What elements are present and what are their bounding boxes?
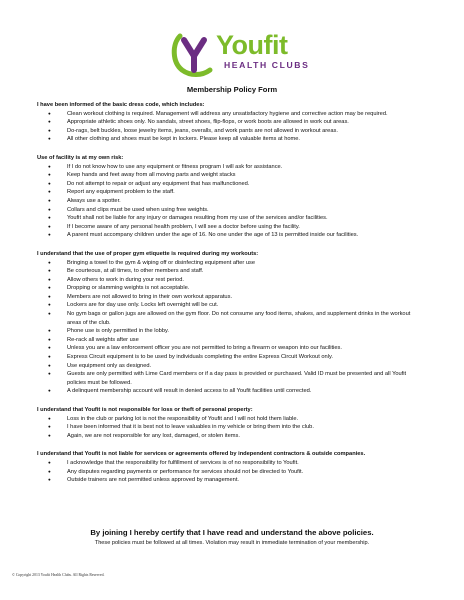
copyright-notice: © Copyright 2013 Youfit Health Clubs. All Rights Reserved. bbox=[12, 573, 105, 577]
policy-section bbox=[37, 101, 417, 144]
policy-item: ● A parent must accompany children under the age of 16. No one under the age of 13 is permitted inside our facilities. bbox=[37, 231, 417, 240]
policy-item: ● I acknowledge that the responsibility for fulfillment of services is of no responsibility to Youfit. bbox=[37, 459, 417, 468]
policy-list bbox=[37, 110, 417, 144]
policy-section bbox=[37, 250, 417, 396]
youfit-logo-mark-icon bbox=[170, 30, 218, 78]
policy-item: ● Collars and clips must be used when using free weights. bbox=[37, 206, 417, 215]
section-heading: I understand that Youfit is not responsible for loss or theft of personal property: bbox=[37, 407, 253, 413]
policy-item: ● Outside trainers are not permitted unless approved by management. bbox=[37, 476, 417, 485]
logo-wordmark: Youfit bbox=[216, 30, 288, 60]
policy-item: ● I have been informed that it is best not to leave valuables in my vehicle or bring them into the club. bbox=[37, 423, 417, 432]
section-heading: Use of facility is at my own risk: bbox=[37, 154, 124, 161]
policy-item: ● Youfit shall not be liable for any injury or damages resulting from my use of the services and/or facilities. bbox=[37, 214, 417, 223]
policy-item: ● Bringing a towel to the gym & wiping off or disinfecting equipment after use bbox=[37, 259, 417, 268]
policy-section bbox=[37, 406, 417, 440]
form-title: Membership Policy Form bbox=[186, 85, 278, 94]
section-heading: I have been informed of the basic dress code, which includes: bbox=[37, 102, 205, 108]
policy-section bbox=[37, 450, 417, 484]
policy-item: ● If I become aware of any personal health problem, I will see a doctor before using the facility. bbox=[37, 223, 417, 232]
certification-note: These policies must be followed at all times. Violation may result in immediate termination of your membership. bbox=[94, 540, 370, 546]
policy-section bbox=[37, 154, 417, 240]
policy-list bbox=[37, 259, 417, 397]
policy-item: ● Report any equipment problem to the staff. bbox=[37, 188, 417, 197]
policy-item: ● Do-rags, belt buckles, loose jewelry items, jeans, overalls, and work pants are not allowed in workout areas. bbox=[37, 127, 417, 136]
policy-item: ● No gym bags or gallon jugs are allowed on the gym floor. Do not consume any food items, shakes, and supplement drinks in the workout areas of the club. bbox=[37, 310, 417, 327]
policy-item: ● Allow others to work in during your rest period. bbox=[37, 276, 417, 285]
policy-item: ● Phone use is only permitted in the lobby. bbox=[37, 327, 417, 336]
policy-item: ● Be courteous, at all times, to other members and staff. bbox=[37, 267, 417, 276]
policy-item: ● Always use a spotter. bbox=[37, 197, 417, 206]
policy-item: ● If I do not know how to use any equipment or fitness program I will ask for assistance. bbox=[37, 163, 417, 172]
youfit-logo bbox=[170, 30, 310, 80]
policy-item: ● Loss in the club or parking lot is not the responsibility of Youfit and I will not hold them liable. bbox=[37, 415, 417, 424]
policy-item: ● Use equipment only as designed. bbox=[37, 362, 417, 371]
policy-list bbox=[37, 459, 417, 485]
policy-item: ● Unless you are a law enforcement officer you are not permitted to bring a firearm or weapon into our facilities. bbox=[37, 344, 417, 353]
certification-statement: By joining I hereby certify that I have read and understand the above policies. bbox=[90, 528, 374, 537]
logo-tagline: HEALTH CLUBS bbox=[224, 60, 310, 70]
policy-sections bbox=[37, 101, 417, 495]
section-heading: I understand that the use of proper gym etiquette is required during my workouts: bbox=[37, 250, 259, 257]
policy-item: ● Express Circuit equipment is to be used by individuals completing the entire Express Circuit Workout only. bbox=[37, 353, 417, 362]
policy-item: ● Lockers are for day use only. Locks left overnight will be cut. bbox=[37, 301, 417, 310]
policy-list bbox=[37, 163, 417, 240]
policy-item: ● Re-rack all weights after use bbox=[37, 336, 417, 345]
policy-item: ● Any disputes regarding payments or performance for services should not be directed to Youfit. bbox=[37, 468, 417, 477]
policy-item: ● Appropriate athletic shoes only. No sandals, street shoes, flip-flops, or work boots are allowed in work out areas. bbox=[37, 118, 417, 127]
policy-item: ● Members are not allowed to bring in their own workout apparatus. bbox=[37, 293, 417, 302]
policy-list bbox=[37, 415, 417, 441]
policy-item: ● Clean workout clothing is required. Management will address any unsatisfactory hygiene and corrective action may be required. bbox=[37, 110, 417, 119]
policy-item: ● Again, we are not responsible for any lost, damaged, or stolen items. bbox=[37, 432, 417, 441]
policy-item: ● Guests are only permitted with Lime Card members or if a day pass is provided or purchased. Valid ID must be presented and all Youfit policies must be followed. bbox=[37, 370, 417, 387]
policy-item: ● A delinquent membership account will result in denied access to all Youfit facilities until corrected. bbox=[37, 387, 417, 396]
policy-item: ● All other clothing and shoes must be kept in lockers. Please keep all valuable items at home. bbox=[37, 135, 417, 144]
section-heading: I understand that Youfit is not liable for services or agreements offered by independent contractors & outside companies. bbox=[37, 451, 366, 458]
policy-item: ● Do not attempt to repair or adjust any equipment that has malfunctioned. bbox=[37, 180, 417, 189]
policy-item: ● Keep hands and feet away from all moving parts and weight stacks bbox=[37, 171, 417, 180]
policy-item: ● Dropping or slamming weights is not acceptable. bbox=[37, 284, 417, 293]
